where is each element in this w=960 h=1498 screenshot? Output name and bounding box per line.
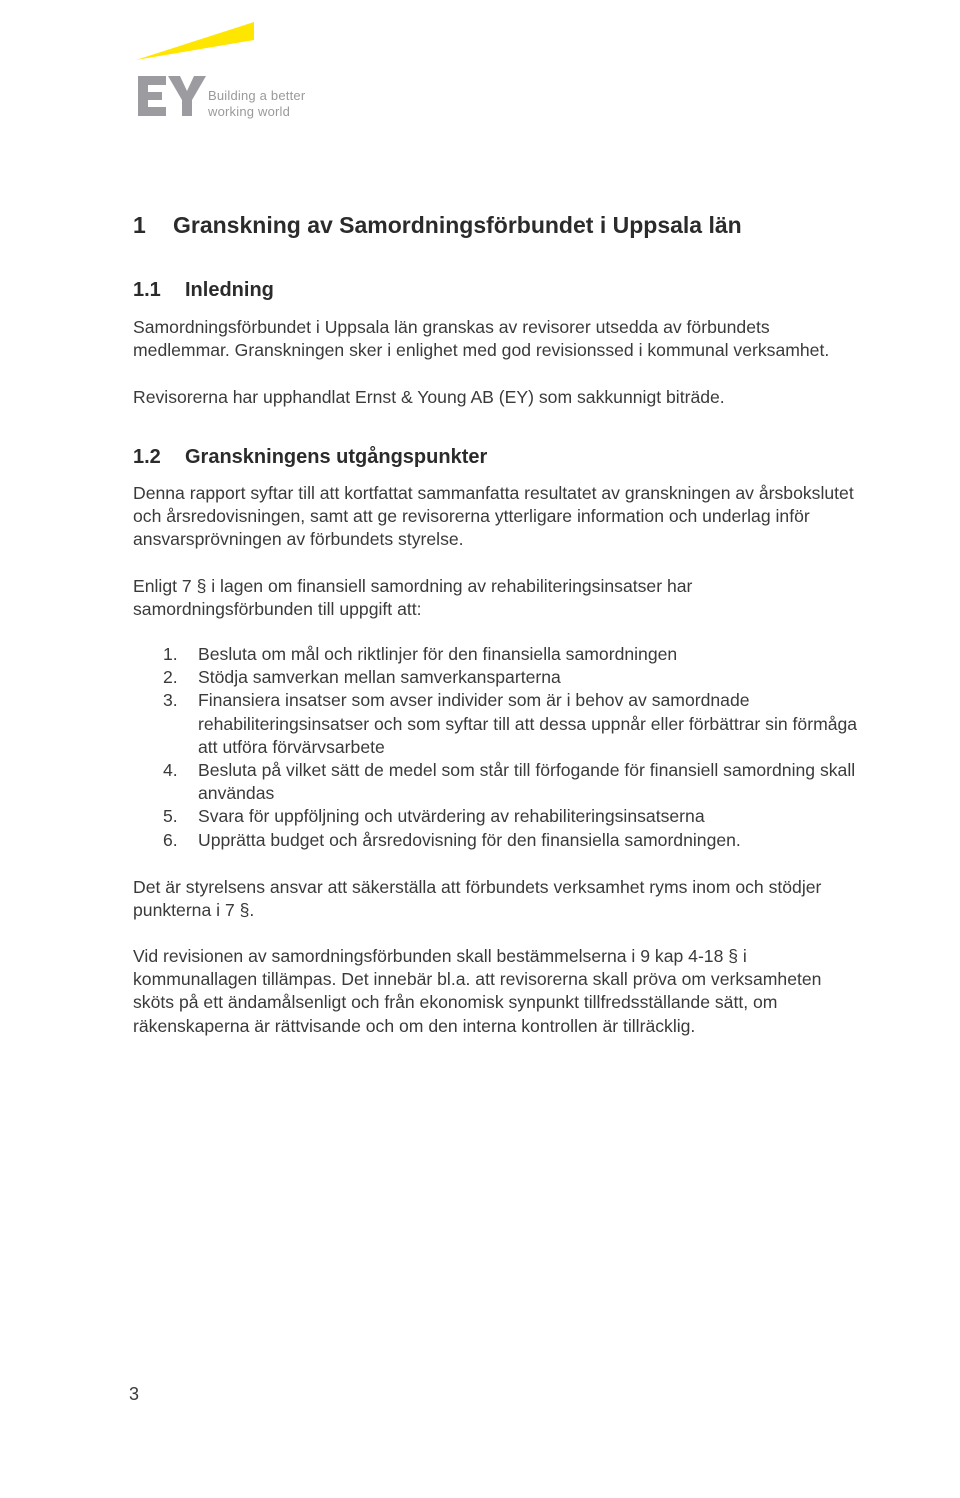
tasks-list xyxy=(163,643,959,852)
list-item-line: Besluta på vilket sätt de medel som står till förfogande för finansiell samordning skall xyxy=(198,760,856,781)
paragraph-line: samordningsförbunden till uppgift att: xyxy=(133,599,422,620)
list-item xyxy=(163,759,959,805)
paragraph-line: Revisorerna har upphandlat Ernst & Young AB (EY) som sakkunnigt biträde. xyxy=(133,387,725,407)
intro-paragraph xyxy=(133,316,959,362)
paragraph-line: kommunallagen tillämpas. Det innebär bl.a. att revisorerna skall pröva om verksamheten xyxy=(133,969,822,990)
list-item-line: Upprätta budget och årsredovisning för den finansiella samordningen. xyxy=(198,829,741,850)
list-item-line: att utföra förvärvsarbete xyxy=(198,736,385,757)
purpose-paragraph xyxy=(133,482,959,552)
section-title: Inledning xyxy=(185,279,274,301)
list-item-line: rehabiliteringsinsatser och som syftar till att dessa uppnår eller förbättrar sin förmåga xyxy=(198,713,858,734)
section-number: 1.2 xyxy=(133,446,161,468)
list-item xyxy=(163,643,959,666)
section-heading-1-1 xyxy=(133,279,274,302)
chapter-number: 1 xyxy=(133,212,146,238)
paragraph-line: räkenskaperna är rättvisande och om den interna kontrollen är tillräcklig. xyxy=(133,1015,696,1036)
list-item-number: 5. xyxy=(163,806,178,827)
paragraph-line: och årsredovisningen, samt att ge revisorerna ytterligare information och underlag inför xyxy=(133,506,810,527)
section-number: 1.1 xyxy=(133,279,161,301)
list-item-line: Stödja samverkan mellan samverkansparterna xyxy=(198,667,561,688)
list-item-number: 4. xyxy=(163,760,178,781)
ey-logo xyxy=(136,18,336,128)
list-item xyxy=(163,805,959,828)
paragraph-line: medlemmar. Granskningen sker i enlighet med god revisionssed i kommunal verksamhet. xyxy=(133,340,830,361)
logo-tagline xyxy=(208,88,305,120)
section-title: Granskningens utgångspunkter xyxy=(185,446,488,468)
paragraph-line: Vid revisionen av samordningsförbunden skall bestämmelserna i 9 kap 4-18 § i xyxy=(133,946,747,966)
section-heading-1-2 xyxy=(133,446,487,469)
page-number: 3 xyxy=(129,1384,140,1404)
paragraph-line: Enligt 7 § i lagen om finansiell samordning av rehabiliteringsinsatser har xyxy=(133,576,693,596)
paragraph-line: ansvarsprövningen av förbundets styrelse. xyxy=(133,529,464,550)
tagline-line-2: working world xyxy=(208,104,291,119)
list-item-line: Finansiera insatser som avser individer som är i behov av samordnade xyxy=(198,690,750,711)
audit-scope-paragraph xyxy=(133,945,959,1038)
list-item xyxy=(163,689,959,759)
list-item xyxy=(163,829,959,852)
list-item-line: Svara för uppföljning och utvärdering av rehabiliteringsinsatserna xyxy=(198,806,705,827)
list-item-line: användas xyxy=(198,783,275,804)
list-item-number: 3. xyxy=(163,690,178,711)
chapter-heading xyxy=(133,212,742,239)
list-item-number: 1. xyxy=(163,644,178,664)
list-item-number: 2. xyxy=(163,667,178,688)
list-item-number: 6. xyxy=(163,829,178,850)
paragraph-line: sköts på ett ändamålsenligt och från ekonomisk synpunkt tillfredsställande sätt, om xyxy=(133,992,778,1013)
paragraph-line: Det är styrelsens ansvar att säkerställa att förbundets verksamhet ryms inom och stödjer xyxy=(133,877,822,897)
paragraph-line: punkterna i 7 §. xyxy=(133,900,255,921)
tagline-line-1: Building a better xyxy=(208,88,306,103)
list-item-line: Besluta om mål och riktlinjer för den finansiella samordningen xyxy=(198,644,678,664)
logo-beam-shape xyxy=(136,22,254,60)
board-responsibility-paragraph xyxy=(133,876,959,922)
auditor-paragraph xyxy=(133,386,959,409)
paragraph-line: Samordningsförbundet i Uppsala län granskas av revisorer utsedda av förbundets xyxy=(133,317,770,337)
list-item xyxy=(163,666,959,689)
chapter-title: Granskning av Samordningsförbundet i Uppsala län xyxy=(173,212,742,238)
paragraph-line: Denna rapport syftar till att kortfattat sammanfatta resultatet av granskningen av årsbokslutet xyxy=(133,483,854,503)
law-paragraph xyxy=(133,575,959,621)
